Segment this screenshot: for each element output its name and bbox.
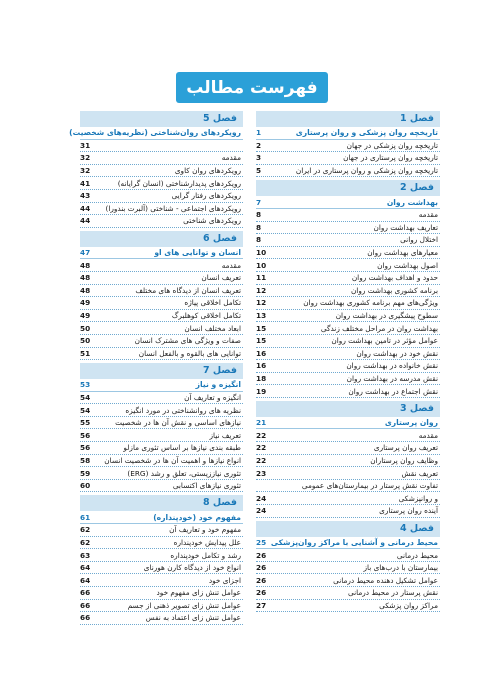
entry-title: علل پیدایش خودپنداره: [173, 537, 241, 547]
page-number: 22: [256, 443, 267, 453]
page-number: 66: [80, 588, 91, 598]
entry-title: انواع نیازها و اهمیت آن ها در شخصیت انسان: [104, 455, 241, 465]
chapter-heading: فصل 3: [256, 401, 440, 417]
toc-entry[interactable]: [256, 222, 440, 235]
entry-title: صفات و ویژگی های مشترک انسان: [134, 336, 241, 346]
page-number: 48: [80, 260, 91, 270]
entry-title: رویکردهای روان‌شناختی (نظریه‌های شخصیت): [69, 128, 241, 138]
page-number: 16: [256, 348, 267, 358]
entry-title: تفاوت نقش پرستار در بیمارستان‌های عمومی: [301, 481, 438, 491]
page-number: 16: [256, 361, 267, 371]
entry-title: اجزای خود: [208, 575, 241, 585]
page-number: 56: [80, 430, 91, 440]
entry-title: معیارهای بهداشت روان: [367, 248, 438, 258]
toc-entry[interactable]: [80, 285, 243, 298]
toc-entry[interactable]: [80, 404, 243, 417]
toc-entry[interactable]: [80, 455, 243, 468]
page-number: 22: [256, 455, 267, 465]
toc-entry[interactable]: [80, 140, 243, 153]
section-title-row[interactable]: [256, 537, 440, 550]
page-number: 54: [80, 405, 91, 415]
toc-entry[interactable]: [80, 190, 243, 203]
entry-title: انواع خود از دیدگاه کارن هورنای: [143, 563, 241, 573]
chapter-heading: فصل 6: [80, 231, 243, 247]
entry-title: وظایف روان پرستاران: [370, 455, 438, 465]
page-number: 10: [256, 260, 267, 270]
page-number: 59: [80, 468, 91, 478]
page-number: 10: [256, 248, 267, 258]
entry-title: مفهوم خود و تعاریف آن: [169, 525, 241, 535]
entry-title: مقدمه: [221, 153, 241, 163]
entry-title: نقش خانواده در بهداشت روان: [346, 361, 438, 371]
chapter-heading: فصل 4: [256, 521, 440, 537]
page-number: 60: [80, 481, 91, 491]
entry-title: رویکردهای رفتار گرایی: [171, 191, 241, 201]
toc-entry[interactable]: [80, 524, 243, 537]
entry-title: تعریف نقش: [401, 468, 438, 478]
toc-entry[interactable]: [80, 322, 243, 335]
toc-entry[interactable]: [256, 310, 440, 323]
section-title-row[interactable]: [80, 379, 243, 392]
page-number: 1: [256, 128, 262, 138]
entry-title: توانایی های بالقوه و بالفعل انسان: [138, 348, 241, 358]
page-number: 13: [256, 311, 267, 321]
entry-title: عوامل تشکیل دهنده محیط درمانی: [333, 575, 438, 585]
toc-entry[interactable]: [256, 259, 440, 272]
page-number: 43: [80, 191, 91, 201]
chapter-heading: فصل 5: [80, 111, 243, 127]
entry-title: تاریخچه روان پرستاری در جهان: [343, 153, 438, 163]
toc-entry[interactable]: [80, 562, 243, 575]
toc-entry[interactable]: [256, 442, 440, 455]
toc-entry[interactable]: [256, 373, 440, 386]
entry-title: نقش خود در بهداشت روان: [356, 348, 438, 358]
toc-entry[interactable]: [80, 612, 243, 625]
entry-title: تعریف انسان: [201, 273, 241, 283]
toc-entry[interactable]: [80, 177, 243, 190]
toc-entry[interactable]: [80, 549, 243, 562]
toc-entry[interactable]: [256, 152, 440, 165]
page-number: 58: [80, 455, 91, 465]
toc-entry[interactable]: [80, 429, 243, 442]
entry-title: نقش مدرسه در بهداشت روان: [346, 373, 438, 383]
section-title-row[interactable]: [256, 417, 440, 430]
entry-title: رویکردهای شناختی: [183, 216, 241, 226]
toc-entry[interactable]: [80, 574, 243, 587]
toc-entry[interactable]: [80, 152, 243, 165]
toc-entry[interactable]: [80, 587, 243, 600]
toc-entry[interactable]: [256, 247, 440, 260]
toc-entry[interactable]: [256, 272, 440, 285]
toc-entry[interactable]: [80, 392, 243, 405]
chapter-heading: فصل 7: [80, 363, 243, 379]
page-number: 44: [80, 203, 91, 213]
page-number: 21: [256, 418, 267, 428]
entry-title: تعریف نیاز: [209, 430, 241, 440]
page-number: 63: [80, 550, 91, 560]
page-number: 2: [256, 140, 262, 150]
page-number: 61: [80, 512, 91, 522]
page-number: 31: [80, 140, 91, 150]
page-number: 12: [256, 298, 267, 308]
page-number: 5: [256, 166, 262, 176]
toc-entry[interactable]: [80, 215, 243, 228]
page-number: 19: [256, 386, 267, 396]
toc-entry[interactable]: [256, 348, 440, 361]
entry-title: تعریف انسان از دیدگاه های مختلف: [135, 285, 241, 295]
chapter-heading: فصل 8: [80, 495, 243, 511]
page-number: 48: [80, 273, 91, 283]
entry-title: تاریخچه روان پزشکی و روان پرستاری در ایران: [295, 166, 438, 176]
entry-title: نیازهای اساسی و نقش آن ها در شخصیت: [115, 418, 241, 428]
entry-title: آینده روان پرستاری: [379, 506, 438, 516]
entry-title: و روانپزشکی: [398, 493, 438, 503]
section-title-row[interactable]: [256, 196, 440, 209]
toc-column-right: [256, 108, 440, 612]
entry-title: نقش پرستار در محیط درمانی: [348, 588, 438, 598]
entry-title: تاریخچه روان پزشکی در جهان: [346, 140, 438, 150]
page-number: 64: [80, 563, 91, 573]
toc-entry[interactable]: [80, 165, 243, 178]
toc-entry[interactable]: [80, 480, 243, 493]
entry-title: رویکردهای اجتماعی - شناختی (آلبرت بندورا): [105, 203, 241, 213]
toc-entry[interactable]: [256, 492, 440, 505]
entry-title: برنامه کشوری بهداشت روان: [350, 285, 438, 295]
toc-entry[interactable]: [256, 587, 440, 600]
page-number: 26: [256, 563, 267, 573]
toc-entry[interactable]: [80, 442, 243, 455]
entry-title: تعاریف بهداشت روان: [373, 222, 438, 232]
entry-title: عوامل تنش زای تصویر ذهنی از جسم: [127, 600, 241, 610]
entry-title: محیط درمانی: [396, 550, 438, 560]
entry-title: رویکردهای پدیدارشناختی (انسان گرایانه): [117, 178, 241, 188]
page-number: 50: [80, 336, 91, 346]
toc-entry[interactable]: [80, 203, 243, 216]
entry-title: اصول بهداشت روان: [377, 260, 438, 270]
toc-entry[interactable]: [256, 385, 440, 398]
page-number: 24: [256, 506, 267, 516]
page-number: 15: [256, 336, 267, 346]
page-number: 48: [80, 285, 91, 295]
page-number: 50: [80, 323, 91, 333]
page-title: فهرست مطالب: [176, 72, 328, 103]
entry-title: مقدمه: [221, 260, 241, 270]
toc-entry[interactable]: [256, 360, 440, 373]
entry-title: مقدمه: [418, 210, 438, 220]
page-number: 66: [80, 600, 91, 610]
page-number: 56: [80, 443, 91, 453]
page-number: 26: [256, 550, 267, 560]
toc-entry[interactable]: [256, 165, 440, 178]
page-number: 44: [80, 216, 91, 226]
page-number: 23: [256, 468, 267, 478]
toc-entry[interactable]: [256, 600, 440, 613]
entry-title: نظریه های روانشناختی در مورد انگیزه: [125, 405, 241, 415]
entry-title: مراکز روان پزشکی: [379, 600, 438, 610]
entry-title: رشد و تکامل خودپنداره: [170, 550, 241, 560]
toc-entry[interactable]: [256, 480, 440, 493]
page-number: 7: [256, 197, 262, 207]
page-number: 18: [256, 373, 267, 383]
entry-title: انسان و توانایی های او: [154, 248, 241, 258]
entry-title: سطوح پیشگیری در بهداشت روان: [335, 311, 438, 321]
toc-entry[interactable]: [256, 455, 440, 468]
entry-title: ابعاد مختلف انسان: [184, 323, 241, 333]
chapter-heading: فصل 1: [256, 111, 440, 127]
page-number: 51: [80, 348, 91, 358]
entry-title: ویژگی‌های مهم برنامه کشوری بهداشت روان: [303, 298, 438, 308]
entry-title: عوامل تنش زای اعتماد به نفس: [145, 613, 241, 623]
entry-title: عوامل تنش زای مفهوم خود: [156, 588, 241, 598]
chapter-heading: فصل 2: [256, 180, 440, 196]
page-number: 8: [256, 235, 262, 245]
page-number: 24: [256, 493, 267, 503]
toc-column-left: [69, 108, 243, 625]
page-number: 8: [256, 222, 262, 232]
toc-entry[interactable]: [80, 272, 243, 285]
toc-entry[interactable]: [256, 209, 440, 222]
toc-entry[interactable]: [256, 140, 440, 153]
toc-entry[interactable]: [80, 259, 243, 272]
page-number: 11: [256, 273, 267, 283]
entry-title: عوامل مؤثر در تامین بهداشت روان: [331, 336, 438, 346]
toc-entry[interactable]: [80, 537, 243, 550]
entry-title: تئوری نیاززیستی، تعلق و رشد (ERG): [127, 468, 241, 478]
entry-title: بیمارستان با درب‌های باز: [363, 563, 438, 573]
section-title-row[interactable]: [80, 247, 243, 260]
page-number: 26: [256, 575, 267, 585]
entry-title: محیط درمانی و آشنایی با مراکز روان‌پزشکی: [270, 537, 438, 547]
page-number: 3: [256, 153, 262, 163]
toc-entry[interactable]: [80, 297, 243, 310]
entry-title: مفهوم خود (خودپنداره): [153, 512, 241, 522]
section-title-row[interactable]: [80, 511, 243, 524]
page-number: 15: [256, 323, 267, 333]
toc-entry[interactable]: [256, 322, 440, 335]
toc-entry[interactable]: [80, 467, 243, 480]
page-number: 64: [80, 575, 91, 585]
page-number: 54: [80, 392, 91, 402]
entry-title: انگیزه و تعاریف آن: [184, 392, 241, 402]
page-number: 25: [256, 537, 267, 547]
entry-title: مقدمه: [418, 430, 438, 440]
toc-entry[interactable]: [256, 335, 440, 348]
toc-entry[interactable]: [256, 467, 440, 480]
entry-title: طبقه بندی نیازها بر اساس تئوری مازلو: [123, 443, 241, 453]
page-number: 55: [80, 418, 91, 428]
page-number: 26: [256, 588, 267, 598]
entry-title: تاریخچه روان پزشکی و روان پرستاری: [295, 128, 438, 138]
entry-title: تکامل اخلاقی کوهلبرگ: [171, 311, 241, 321]
page-number: 12: [256, 285, 267, 295]
toc-entry[interactable]: [80, 335, 243, 348]
page-number: 49: [80, 298, 91, 308]
page-number: 53: [80, 380, 91, 390]
page-number: 22: [256, 430, 267, 440]
entry-title: نقش اجتماع در بهداشت روان: [348, 386, 438, 396]
entry-title: روان پرستاری: [384, 418, 438, 428]
toc-entry[interactable]: [256, 285, 440, 298]
entry-title: تعریف روان پرستاری: [373, 443, 438, 453]
page-number: 41: [80, 178, 91, 188]
entry-title: تئوری نیازهای اکتسابی: [172, 481, 241, 491]
toc-entry[interactable]: [256, 549, 440, 562]
entry-title: بهداشت روان در مراحل مختلف زندگی: [320, 323, 438, 333]
toc-entry[interactable]: [80, 417, 243, 430]
entry-title: رویکردهای روان کاوی: [174, 166, 241, 176]
entry-title: تکامل اخلاقی پیاژه: [184, 298, 241, 308]
section-title-row[interactable]: [69, 127, 243, 140]
entry-title: حدود و اهداف بهداشت روان: [351, 273, 438, 283]
toc-entry[interactable]: [80, 310, 243, 323]
toc-entry[interactable]: [80, 348, 243, 361]
toc-entry[interactable]: [256, 234, 440, 247]
entry-title: اختلال روانی: [400, 235, 438, 245]
page-number: 66: [80, 613, 91, 623]
page-number: 49: [80, 311, 91, 321]
toc-entry[interactable]: [256, 574, 440, 587]
page-number: 62: [80, 525, 91, 535]
page-number: 8: [256, 210, 262, 220]
page-number: 47: [80, 248, 91, 258]
toc-entry[interactable]: [256, 297, 440, 310]
toc-entry[interactable]: [80, 600, 243, 613]
page-number: 32: [80, 153, 91, 163]
page-number: 32: [80, 166, 91, 176]
section-title-row[interactable]: [256, 127, 440, 140]
entry-title: بهداشت روان: [386, 197, 438, 207]
toc-entry[interactable]: [256, 505, 440, 518]
toc-entry[interactable]: [256, 429, 440, 442]
page-number: 62: [80, 537, 91, 547]
entry-title: انگیزه و نیاز: [195, 380, 241, 390]
page-number: 27: [256, 600, 267, 610]
toc-entry[interactable]: [256, 562, 440, 575]
